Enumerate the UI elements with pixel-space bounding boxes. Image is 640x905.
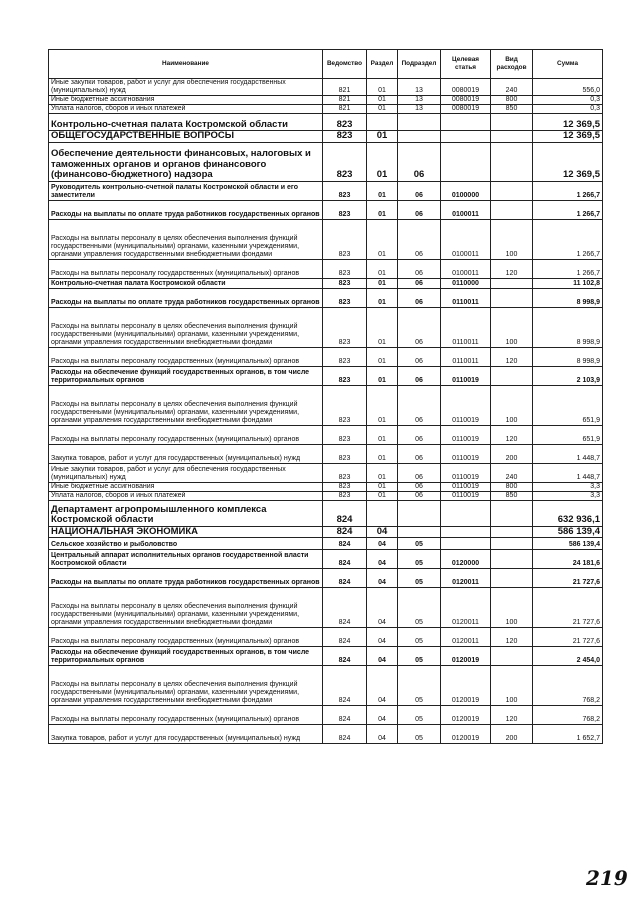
row-vedomstvo: 823 — [323, 219, 367, 259]
table-row — [49, 666, 603, 706]
row-razdel: 01 — [367, 278, 398, 288]
row-celevaya-statya: 0100000 — [441, 181, 491, 200]
header-vid-line1: Вид — [505, 56, 518, 63]
row-podrazdel: 13 — [398, 79, 441, 96]
row-name: Иные бюджетные ассигнования — [49, 482, 323, 491]
row-celevaya-statya: 0100011 — [441, 259, 491, 278]
row-summa: 586 139,4 — [533, 526, 603, 538]
header-summa: Сумма — [533, 50, 603, 79]
row-summa: 768,2 — [533, 706, 603, 725]
row-name: Расходы на выплаты персоналу в целях обеспечения выполнения функций государственными (муниципальными) органами, казенными учреждениями, органами управления государственными внебюджетными фондами — [49, 219, 323, 259]
row-podrazdel: 13 — [398, 105, 441, 114]
row-razdel: 04 — [367, 647, 398, 666]
row-celevaya-statya: 0110019 — [441, 491, 491, 500]
row-vid-rashodov — [491, 114, 533, 131]
row-podrazdel: 05 — [398, 647, 441, 666]
row-razdel: 04 — [367, 628, 398, 647]
header-celevaya-line2: статья — [454, 64, 477, 71]
row-vid-rashodov: 120 — [491, 347, 533, 366]
row-celevaya-statya: 0120019 — [441, 666, 491, 706]
row-podrazdel: 06 — [398, 307, 441, 347]
row-celevaya-statya: 0110019 — [441, 482, 491, 491]
row-podrazdel — [398, 500, 441, 526]
row-razdel: 01 — [367, 347, 398, 366]
row-summa: 1 266,7 — [533, 200, 603, 219]
table-row — [49, 526, 603, 538]
row-podrazdel: 06 — [398, 482, 441, 491]
table-row — [49, 114, 603, 131]
row-summa: 651,9 — [533, 425, 603, 444]
row-name: ОБЩЕГОСУДАРСТВЕННЫЕ ВОПРОСЫ — [49, 131, 323, 143]
row-summa: 12 369,5 — [533, 142, 603, 181]
row-celevaya-statya: 0080019 — [441, 96, 491, 105]
row-name: Обеспечение деятельности финансовых, налоговых и таможенных органов и органов финансового (финансово-бюджетного) надзора — [49, 142, 323, 181]
row-name: Расходы на выплаты персоналу в целях обеспечения выполнения функций государственными (муниципальными) органами, казенными учреждениями, органами управления государственными внебюджетными фондами — [49, 385, 323, 425]
row-name: Уплата налогов, сборов и иных платежей — [49, 105, 323, 114]
row-razdel: 01 — [367, 259, 398, 278]
row-celevaya-statya: 0120019 — [441, 725, 491, 744]
table-row — [49, 706, 603, 725]
row-celevaya-statya — [441, 131, 491, 143]
row-razdel: 04 — [367, 526, 398, 538]
row-celevaya-statya: 0110011 — [441, 347, 491, 366]
row-celevaya-statya: 0110011 — [441, 307, 491, 347]
row-razdel: 04 — [367, 550, 398, 569]
row-vid-rashodov — [491, 131, 533, 143]
row-name: Расходы на обеспечение функций государственных органов, в том числе территориальных органов — [49, 366, 323, 385]
header-vid-line2: расходов — [496, 64, 527, 71]
row-vid-rashodov — [491, 569, 533, 588]
row-name: Расходы на выплаты персоналу в целях обеспечения выполнения функций государственными (муниципальными) органами, казенными учреждениями, органами управления государственными внебюджетными фондами — [49, 666, 323, 706]
table-row — [49, 288, 603, 307]
row-vedomstvo: 821 — [323, 105, 367, 114]
row-vid-rashodov — [491, 538, 533, 550]
row-vedomstvo: 824 — [323, 647, 367, 666]
row-vedomstvo: 824 — [323, 526, 367, 538]
row-vid-rashodov: 100 — [491, 385, 533, 425]
table-row — [49, 347, 603, 366]
row-summa: 21 727,6 — [533, 628, 603, 647]
row-razdel: 01 — [367, 491, 398, 500]
row-summa: 1 448,7 — [533, 444, 603, 463]
row-vedomstvo: 823 — [323, 200, 367, 219]
row-vedomstvo: 821 — [323, 96, 367, 105]
table-row — [49, 491, 603, 500]
table-row — [49, 538, 603, 550]
row-vid-rashodov — [491, 288, 533, 307]
row-podrazdel — [398, 131, 441, 143]
table-row — [49, 131, 603, 143]
table-row — [49, 79, 603, 96]
row-vid-rashodov: 100 — [491, 219, 533, 259]
row-podrazdel: 06 — [398, 463, 441, 482]
table-body — [49, 79, 603, 744]
row-razdel: 04 — [367, 666, 398, 706]
row-razdel: 04 — [367, 569, 398, 588]
row-vedomstvo: 823 — [323, 366, 367, 385]
row-vid-rashodov — [491, 526, 533, 538]
header-vid-rashodov — [491, 50, 533, 79]
row-name: Расходы на обеспечение функций государственных органов, в том числе территориальных органов — [49, 647, 323, 666]
row-name: Расходы на выплаты по оплате труда работников государственных органов — [49, 200, 323, 219]
table-row — [49, 96, 603, 105]
table-row — [49, 647, 603, 666]
row-summa: 11 102,8 — [533, 278, 603, 288]
row-podrazdel: 05 — [398, 550, 441, 569]
row-podrazdel: 05 — [398, 706, 441, 725]
row-podrazdel: 06 — [398, 259, 441, 278]
row-vedomstvo: 824 — [323, 550, 367, 569]
row-name: Контрольно-счетная палата Костромской области — [49, 114, 323, 131]
row-name: Контрольно-счетная палата Костромской области — [49, 278, 323, 288]
row-vid-rashodov — [491, 142, 533, 181]
row-summa: 12 369,5 — [533, 114, 603, 131]
table-row — [49, 550, 603, 569]
row-podrazdel: 05 — [398, 538, 441, 550]
row-summa: 1 266,7 — [533, 259, 603, 278]
row-name: Расходы на выплаты по оплате труда работников государственных органов — [49, 569, 323, 588]
row-summa: 24 181,6 — [533, 550, 603, 569]
row-celevaya-statya — [441, 114, 491, 131]
row-summa: 1 266,7 — [533, 181, 603, 200]
row-summa: 21 727,6 — [533, 588, 603, 628]
row-podrazdel: 06 — [398, 219, 441, 259]
row-vid-rashodov: 200 — [491, 444, 533, 463]
row-vedomstvo: 824 — [323, 569, 367, 588]
row-razdel — [367, 114, 398, 131]
row-vedomstvo: 823 — [323, 278, 367, 288]
row-podrazdel: 05 — [398, 666, 441, 706]
row-vid-rashodov — [491, 200, 533, 219]
row-vedomstvo: 823 — [323, 114, 367, 131]
row-podrazdel: 06 — [398, 425, 441, 444]
row-summa: 2 103,9 — [533, 366, 603, 385]
row-vedomstvo: 824 — [323, 538, 367, 550]
row-razdel: 04 — [367, 706, 398, 725]
row-summa: 1 448,7 — [533, 463, 603, 482]
row-summa: 3,3 — [533, 491, 603, 500]
row-vedomstvo: 823 — [323, 181, 367, 200]
row-summa: 21 727,6 — [533, 569, 603, 588]
row-vid-rashodov: 100 — [491, 588, 533, 628]
row-name: Расходы на выплаты персоналу государственных (муниципальных) органов — [49, 706, 323, 725]
row-vid-rashodov: 100 — [491, 666, 533, 706]
row-razdel: 01 — [367, 366, 398, 385]
row-celevaya-statya: 0080019 — [441, 105, 491, 114]
row-vid-rashodov: 850 — [491, 491, 533, 500]
table-row — [49, 200, 603, 219]
header-podrazdel: Подраздел — [398, 50, 441, 79]
row-name: Закупка товаров, работ и услуг для государственных (муниципальных) нужд — [49, 725, 323, 744]
row-summa: 8 998,9 — [533, 288, 603, 307]
row-celevaya-statya: 0120019 — [441, 647, 491, 666]
row-razdel: 04 — [367, 725, 398, 744]
row-name: Расходы на выплаты персоналу государственных (муниципальных) органов — [49, 347, 323, 366]
row-vedomstvo: 823 — [323, 307, 367, 347]
row-podrazdel — [398, 526, 441, 538]
row-vid-rashodov: 800 — [491, 96, 533, 105]
row-podrazdel: 06 — [398, 278, 441, 288]
row-name: Уплата налогов, сборов и иных платежей — [49, 491, 323, 500]
row-vid-rashodov — [491, 550, 533, 569]
row-celevaya-statya: 0120019 — [441, 706, 491, 725]
row-podrazdel: 05 — [398, 588, 441, 628]
row-vid-rashodov — [491, 181, 533, 200]
row-celevaya-statya: 0120011 — [441, 628, 491, 647]
row-razdel: 01 — [367, 96, 398, 105]
row-celevaya-statya: 0100011 — [441, 200, 491, 219]
row-vid-rashodov: 100 — [491, 307, 533, 347]
row-vedomstvo: 821 — [323, 79, 367, 96]
row-celevaya-statya: 0110000 — [441, 278, 491, 288]
row-summa: 1 266,7 — [533, 219, 603, 259]
header-celevaya-statya — [441, 50, 491, 79]
row-summa: 8 998,9 — [533, 347, 603, 366]
row-vedomstvo: 824 — [323, 706, 367, 725]
table-row — [49, 366, 603, 385]
row-summa: 651,9 — [533, 385, 603, 425]
row-vedomstvo: 823 — [323, 131, 367, 143]
row-vedomstvo: 823 — [323, 259, 367, 278]
table-row — [49, 142, 603, 181]
row-vid-rashodov: 120 — [491, 706, 533, 725]
budget-table — [48, 49, 603, 744]
row-razdel: 01 — [367, 200, 398, 219]
row-vid-rashodov — [491, 366, 533, 385]
header-vedomstvo: Ведомство — [323, 50, 367, 79]
row-name: Иные бюджетные ассигнования — [49, 96, 323, 105]
row-name: Расходы на выплаты персоналу государственных (муниципальных) органов — [49, 628, 323, 647]
row-celevaya-statya: 0120000 — [441, 550, 491, 569]
row-podrazdel: 06 — [398, 385, 441, 425]
row-name: Расходы на выплаты персоналу государственных (муниципальных) органов — [49, 259, 323, 278]
row-name: Иные закупки товаров, работ и услуг для обеспечения государственных (муниципальных) нужд — [49, 463, 323, 482]
row-celevaya-statya: 0120011 — [441, 569, 491, 588]
table-row — [49, 500, 603, 526]
row-summa: 1 652,7 — [533, 725, 603, 744]
row-razdel: 01 — [367, 105, 398, 114]
row-vedomstvo: 824 — [323, 588, 367, 628]
row-vedomstvo: 823 — [323, 491, 367, 500]
row-podrazdel: 06 — [398, 288, 441, 307]
row-razdel: 01 — [367, 444, 398, 463]
row-summa: 8 998,9 — [533, 307, 603, 347]
row-razdel: 01 — [367, 131, 398, 143]
header-celevaya-line1: Целевая — [452, 56, 479, 63]
row-podrazdel: 05 — [398, 569, 441, 588]
row-razdel: 04 — [367, 538, 398, 550]
table-row — [49, 482, 603, 491]
row-celevaya-statya — [441, 500, 491, 526]
row-vedomstvo: 823 — [323, 288, 367, 307]
row-summa: 556,0 — [533, 79, 603, 96]
row-summa: 632 936,1 — [533, 500, 603, 526]
row-vid-rashodov: 120 — [491, 425, 533, 444]
row-name: Расходы на выплаты по оплате труда работников государственных органов — [49, 288, 323, 307]
row-vedomstvo: 823 — [323, 463, 367, 482]
row-razdel: 01 — [367, 482, 398, 491]
row-podrazdel: 06 — [398, 181, 441, 200]
row-razdel: 01 — [367, 425, 398, 444]
row-vedomstvo: 824 — [323, 500, 367, 526]
row-name: Сельское хозяйство и рыболовство — [49, 538, 323, 550]
row-podrazdel: 06 — [398, 142, 441, 181]
row-podrazdel: 06 — [398, 444, 441, 463]
row-razdel: 01 — [367, 142, 398, 181]
table-row — [49, 259, 603, 278]
row-name: Департамент агропромышленного комплекса Костромской области — [49, 500, 323, 526]
row-vid-rashodov: 120 — [491, 259, 533, 278]
row-name: Расходы на выплаты персоналу государственных (муниципальных) органов — [49, 425, 323, 444]
row-summa: 0,3 — [533, 96, 603, 105]
row-razdel: 01 — [367, 307, 398, 347]
table-row — [49, 181, 603, 200]
row-celevaya-statya: 0110019 — [441, 385, 491, 425]
row-vedomstvo: 823 — [323, 347, 367, 366]
row-vedomstvo: 823 — [323, 385, 367, 425]
page-number: 219 — [586, 866, 628, 890]
row-summa: 768,2 — [533, 666, 603, 706]
row-celevaya-statya: 0110019 — [441, 444, 491, 463]
row-razdel: 01 — [367, 181, 398, 200]
row-celevaya-statya — [441, 538, 491, 550]
table-row — [49, 725, 603, 744]
row-name: Расходы на выплаты персоналу в целях обеспечения выполнения функций государственными (муниципальными) органами, казенными учреждениями, органами управления государственными внебюджетными фондами — [49, 307, 323, 347]
row-summa: 12 369,5 — [533, 131, 603, 143]
row-vid-rashodov: 850 — [491, 105, 533, 114]
row-summa: 3,3 — [533, 482, 603, 491]
header-name: Наименование — [49, 50, 323, 79]
table-row — [49, 219, 603, 259]
row-razdel — [367, 500, 398, 526]
row-podrazdel: 06 — [398, 491, 441, 500]
row-vid-rashodov: 200 — [491, 725, 533, 744]
table-row — [49, 307, 603, 347]
row-vedomstvo: 823 — [323, 142, 367, 181]
row-summa: 2 454,0 — [533, 647, 603, 666]
row-podrazdel: 06 — [398, 200, 441, 219]
row-name: Руководитель контрольно-счетной палаты Костромской области и его заместители — [49, 181, 323, 200]
row-vid-rashodov — [491, 647, 533, 666]
row-razdel: 04 — [367, 588, 398, 628]
row-celevaya-statya: 0110019 — [441, 463, 491, 482]
table-row — [49, 425, 603, 444]
table-row — [49, 588, 603, 628]
row-celevaya-statya — [441, 526, 491, 538]
row-vedomstvo: 823 — [323, 444, 367, 463]
row-podrazdel: 06 — [398, 366, 441, 385]
row-vid-rashodov: 800 — [491, 482, 533, 491]
row-name: Расходы на выплаты персоналу в целях обеспечения выполнения функций государственными (муниципальными) органами, казенными учреждениями, органами управления государственными внебюджетными фондами — [49, 588, 323, 628]
table-row — [49, 105, 603, 114]
row-podrazdel — [398, 114, 441, 131]
row-vid-rashodov — [491, 278, 533, 288]
row-name: Закупка товаров, работ и услуг для государственных (муниципальных) нужд — [49, 444, 323, 463]
row-razdel: 01 — [367, 463, 398, 482]
row-podrazdel: 05 — [398, 628, 441, 647]
table-row — [49, 278, 603, 288]
table-header-row — [49, 50, 603, 79]
row-podrazdel: 06 — [398, 347, 441, 366]
row-celevaya-statya: 0120011 — [441, 588, 491, 628]
row-razdel: 01 — [367, 288, 398, 307]
row-razdel: 01 — [367, 79, 398, 96]
table-row — [49, 463, 603, 482]
row-vedomstvo: 823 — [323, 425, 367, 444]
table-row — [49, 569, 603, 588]
row-vedomstvo: 824 — [323, 628, 367, 647]
row-vid-rashodov: 120 — [491, 628, 533, 647]
row-celevaya-statya — [441, 142, 491, 181]
header-razdel: Раздел — [367, 50, 398, 79]
row-razdel: 01 — [367, 385, 398, 425]
row-vid-rashodov — [491, 500, 533, 526]
row-razdel: 01 — [367, 219, 398, 259]
row-podrazdel: 05 — [398, 725, 441, 744]
row-summa: 0,3 — [533, 105, 603, 114]
row-vid-rashodov: 240 — [491, 79, 533, 96]
row-name: Иные закупки товаров, работ и услуг для обеспечения государственных (муниципальных) нужд — [49, 79, 323, 96]
row-celevaya-statya: 0110011 — [441, 288, 491, 307]
row-vid-rashodov: 240 — [491, 463, 533, 482]
row-name: НАЦИОНАЛЬНАЯ ЭКОНОМИКА — [49, 526, 323, 538]
row-podrazdel: 13 — [398, 96, 441, 105]
row-celevaya-statya: 0080019 — [441, 79, 491, 96]
row-vedomstvo: 824 — [323, 725, 367, 744]
row-celevaya-statya: 0110019 — [441, 366, 491, 385]
row-summa: 586 139,4 — [533, 538, 603, 550]
row-vedomstvo: 823 — [323, 482, 367, 491]
table-row — [49, 628, 603, 647]
row-vedomstvo: 824 — [323, 666, 367, 706]
row-celevaya-statya: 0100011 — [441, 219, 491, 259]
table-row — [49, 444, 603, 463]
table-row — [49, 385, 603, 425]
row-celevaya-statya: 0110019 — [441, 425, 491, 444]
row-name: Центральный аппарат исполнительных органов государственной власти Костромской области — [49, 550, 323, 569]
